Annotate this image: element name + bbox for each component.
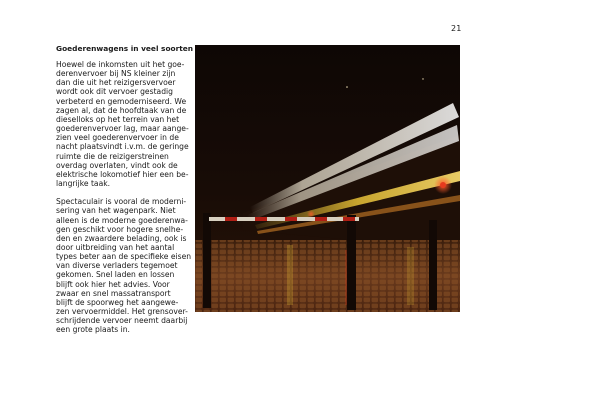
star	[346, 86, 348, 88]
text-line: zagen al, dat de hoofdtaak van de	[56, 105, 187, 115]
article-heading: Goederenwagens in veel soorten	[56, 44, 194, 53]
text-line: overdag overlaten, vindt ook de	[56, 160, 178, 170]
text-line: zen vervoermiddel. Het grensover-	[56, 307, 188, 317]
text-line: blijft de spoorweg het aangewe-	[56, 297, 179, 307]
text-line: ruimte die de reizigerstreinen	[56, 151, 169, 161]
signal-glow	[307, 210, 315, 218]
light-reflection	[287, 245, 293, 305]
text-line: zien veel goederenvervoer in de	[56, 133, 179, 143]
article-paragraph-2	[56, 197, 192, 335]
text-line: langrijke taak.	[56, 179, 111, 189]
text-line: gekomen. Snel laden en lossen	[56, 270, 175, 280]
article	[56, 44, 194, 335]
text-line: elektrische lokomotief hier een be-	[56, 169, 189, 179]
text-line: dieselloks op het terrein van het	[56, 114, 180, 124]
signal-light	[440, 182, 446, 188]
text-line: den en zwaardere belading, ook is	[56, 233, 187, 243]
light-reflection	[407, 247, 414, 305]
text-line: nacht plaatsvindt i.v.m. de geringe	[56, 142, 189, 152]
cobblestone-texture	[195, 240, 460, 312]
text-line: derenvervoer bij NS kleiner zijn	[56, 69, 176, 79]
article-paragraph-1	[56, 60, 188, 188]
text-line: schrijdende vervoer neemt daarbij	[56, 316, 188, 326]
text-line: zwaar en snel massatransport	[56, 288, 171, 298]
text-line: Hoewel de inkomsten uit het goe-	[56, 60, 185, 69]
text-line: door uitbreiding van het aantal	[56, 242, 175, 252]
text-line: alleen is de moderne goederenwa-	[56, 215, 188, 225]
barrier-post	[347, 215, 356, 310]
barrier-post	[429, 220, 437, 310]
text-line: een grote plaats in.	[56, 325, 130, 335]
text-line: van diverse verladers tegemoet	[56, 261, 178, 271]
text-line: blijft ook hier het advies. Voor	[56, 279, 170, 289]
star	[422, 78, 423, 79]
crossing-barrier-arm	[209, 217, 359, 221]
text-line: verbeterd en gemoderniseerd. We	[56, 96, 187, 106]
text-line: types beter aan de specifieke eisen	[56, 252, 192, 262]
page-number: 21	[451, 24, 462, 33]
night-train-photo	[195, 45, 460, 312]
text-line: sering van het wagenpark. Niet	[56, 206, 176, 216]
text-line: goederenvervoer lag, maar aange-	[56, 124, 189, 134]
text-line: wordt ook dit vervoer gestadig	[56, 87, 173, 97]
text-line: Spectaculair is vooral de moderni-	[56, 197, 187, 207]
text-line: dan die uit het reizigersvervoer	[56, 78, 176, 88]
barrier-post	[203, 213, 211, 308]
text-line: gen geschikt voor hogere snelhe-	[56, 224, 184, 234]
photo-illustration	[195, 45, 460, 312]
